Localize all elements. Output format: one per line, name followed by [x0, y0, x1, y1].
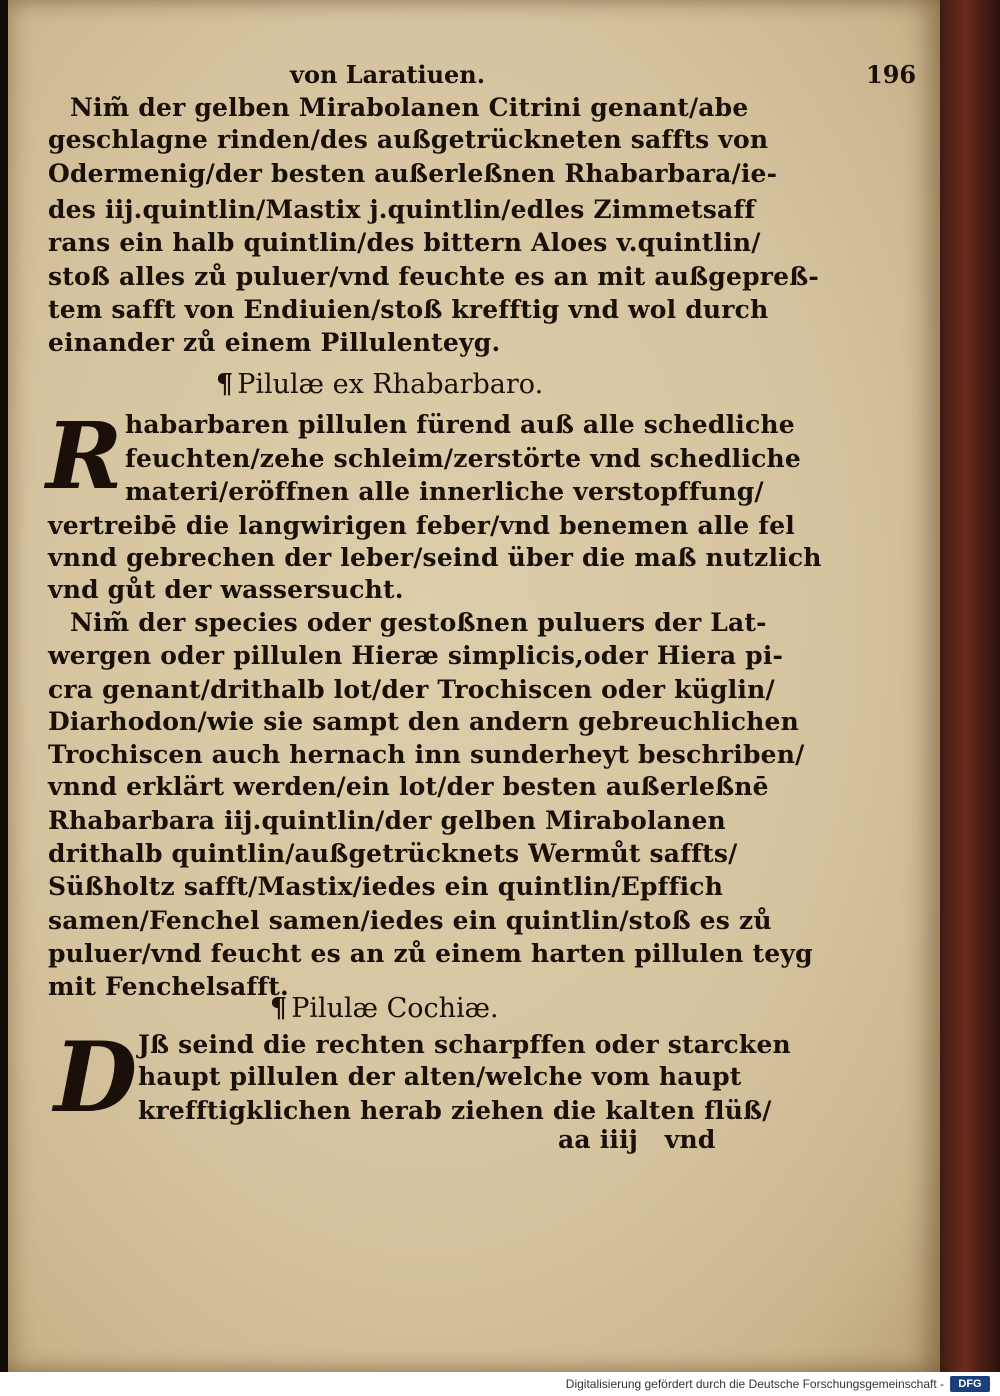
text-line: Jß seind die rechten scharpffen oder starcken: [138, 1030, 791, 1059]
text-line: mit Fenchelsafft.: [48, 972, 289, 1001]
section-title: Pilulæ ex Rhabarbaro.: [237, 369, 544, 400]
text-line: Rhabarbara iij.quintlin/der gelben Mirabolanen: [48, 806, 726, 835]
text-line: Süßholtz safft/Mastix/iedes ein quintlin/Epffich: [48, 872, 724, 901]
text-line: Trochiscen auch hernach inn sunderheyt beschriben/: [48, 740, 805, 769]
text-line: vnd gůt der wassersucht.: [48, 575, 404, 604]
drop-cap: D: [54, 1021, 138, 1134]
text-line: vnnd gebrechen der leber/seind über die maß nutzlich: [48, 543, 822, 572]
text-line: einander zů einem Pillulenteyg.: [48, 328, 501, 357]
footer-bar: [0, 1372, 1000, 1396]
drop-cap: R: [46, 402, 123, 510]
section-heading: [270, 994, 499, 1024]
text-line: vertreibē die langwirigen feber/vnd benemen alle fel: [48, 511, 796, 540]
text-line: puluer/vnd feucht es an zů einem harten pillulen teyg: [48, 939, 813, 968]
text-line: cra genant/drithalb lot/der Trochiscen oder küglin/: [48, 675, 775, 704]
text-line: haupt pillulen der alten/welche vom haupt: [138, 1062, 742, 1091]
text-line: vnnd erklärt werden/ein lot/der besten außerleßnē: [48, 772, 769, 801]
text-line: krefftigklichen herab ziehen die kalten flüß/: [138, 1096, 772, 1125]
dfg-logo: DFG: [950, 1376, 990, 1392]
pilcrow-icon: ¶: [270, 993, 288, 1024]
text-line: wergen oder pillulen Hieræ simplicis,oder Hiera pi-: [48, 641, 784, 670]
running-title: von Laratiuen.: [290, 60, 486, 89]
text-line: Odermenig/der besten außerleßnen Rhabarbara/ie-: [48, 159, 778, 188]
footer-text: Digitalisierung gefördert durch die Deutsche Forschungsgemeinschaft -: [565, 1377, 944, 1391]
text-line: Nim̃ der species oder gestoßnen puluers der Lat-: [70, 608, 767, 637]
text-line: des iij.quintlin/Mastix j.quintlin/edles Zimmetsaff: [48, 195, 756, 224]
text-line: Nim̃ der gelben Mirabolanen Citrini genant/abe: [70, 93, 749, 122]
text-line: rans ein halb quintlin/des bittern Aloes v.quintlin/: [48, 228, 761, 257]
text-line: samen/Fenchel samen/iedes ein quintlin/stoß es zů: [48, 906, 772, 935]
text-line: Diarhodon/wie sie sampt den andern gebreuchlichen: [48, 707, 799, 736]
book-edge: [938, 0, 1000, 1372]
text-line: stoß alles zů puluer/vnd feuchte es an mit außgepreß-: [48, 262, 820, 291]
text-line: feuchten/zehe schleim/zerstörte vnd schedliche: [125, 444, 801, 473]
text-line: drithalb quintlin/außgetrücknets Wermůt saffts/: [48, 839, 738, 868]
section-heading: [216, 370, 543, 400]
text-line: habarbaren pillulen fürend auß alle schedliche: [125, 410, 795, 439]
page-number: 196: [866, 60, 917, 89]
text-line: geschlagne rinden/des außgetrückneten saffts von: [48, 125, 769, 154]
book-page: [8, 0, 940, 1372]
section-title: Pilulæ Cochiæ.: [291, 993, 499, 1024]
text-line: materi/eröffnen alle innerliche verstopffung/: [125, 477, 764, 506]
text-line: tem safft von Endiuien/stoß krefftig vnd wol durch: [48, 295, 769, 324]
catchword: aa iiij vnd: [558, 1125, 716, 1154]
pilcrow-icon: ¶: [216, 369, 234, 400]
